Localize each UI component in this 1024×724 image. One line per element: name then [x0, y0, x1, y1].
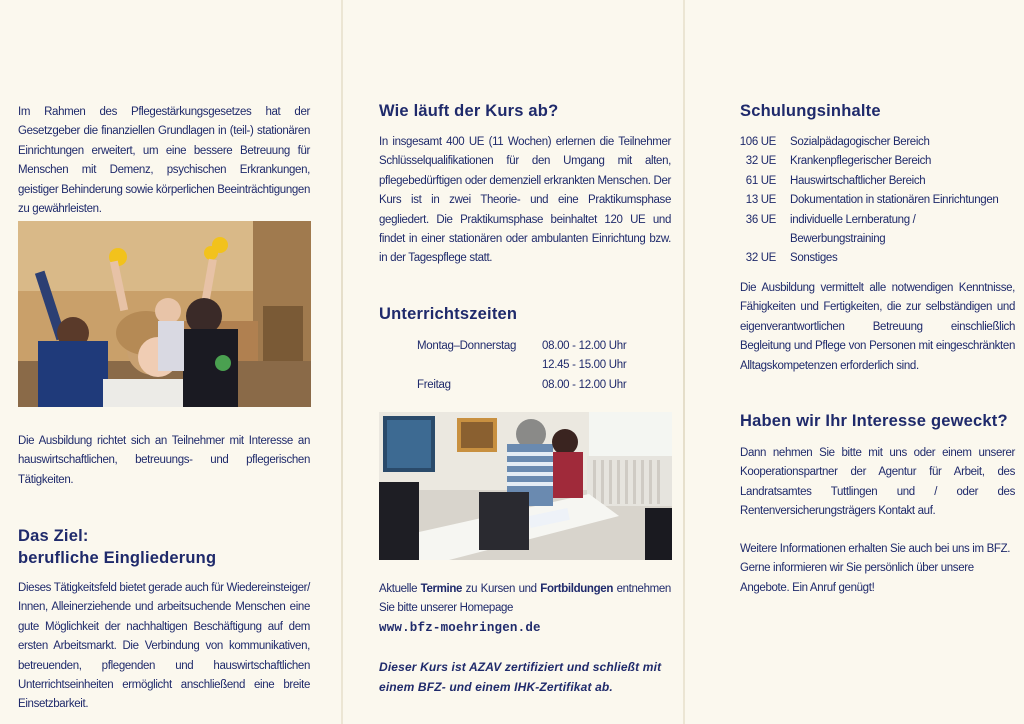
- content-item: 61 UE Hauswirtschaftlicher Bereich: [745, 174, 926, 187]
- goal-heading-line-2: berufliche Eingliederung: [18, 549, 217, 567]
- termine-text: zu Kursen und: [462, 583, 541, 595]
- homepage-link[interactable]: www.bfz-moehringen.de: [379, 621, 541, 635]
- course-heading: Wie läuft der Kurs ab?: [379, 102, 559, 120]
- schedule-time: 08.00 - 12.00 Uhr: [542, 340, 627, 352]
- content-item: 36 UE individuelle Lernberatung /: [745, 213, 916, 226]
- schedule: [417, 337, 657, 397]
- info-paragraph: Weitere Informationen erhalten Sie auch bei uns im BFZ. Gerne informieren wir Sie persönlich über unsere Angebote. Ein Anruf genügt!: [740, 543, 1011, 594]
- fortbildungen-text: Fortbildungen: [540, 583, 614, 595]
- termine-text: entnehmen Sie bitte unserer Homepage: [379, 583, 671, 615]
- content-heading: Schulungsinhalte: [740, 102, 881, 120]
- schedule-row: [417, 356, 657, 376]
- course-paragraph: In insgesamt 400 UE (11 Wochen) erlernen die Teilnehmer Schlüsselqualifikationen für den Umgang mit alten, pflegebedürftigen oder demenziell erkrankten Menschen. Der Kurs ist in zwei Theorie- und eine Praktikumsphase gegliedert. Die Praktikumsphase beinhaltet 120 UE und findet in einer stationären oder ambulanten Einrichtung bzw. in der Tagespflege statt.: [379, 136, 671, 265]
- middle-column: [379, 0, 675, 724]
- termine-paragraph: [379, 580, 671, 619]
- fold-line-2: [683, 0, 685, 724]
- content-list: [728, 133, 1013, 269]
- contact-paragraph: Dann nehmen Sie bitte mit uns oder einem unserer Kooperationspartner der Agentur für Arbeit, des Landratsamtes Tuttlingen und / oder des Rentenversicherungsträgers Kontakt auf.: [740, 447, 1015, 518]
- classroom-photo: [379, 412, 672, 560]
- termine-link-text: Termine: [420, 583, 463, 595]
- skills-paragraph: Die Ausbildung vermittelt alle notwendigen Kenntnisse, Fähigkeiten und Fertigkeiten, die zur selbständigen und eigenverantwortlichen Betreuung einschließlich Begleitung und Pflege von Personen mit eingeschränkten Alltagskompetenzen erforderlich sind.: [740, 282, 1015, 372]
- content-item: 13 UE Dokumentation in stationären Einrichtungen: [745, 194, 999, 207]
- goal-heading-line-1: Das Ziel:: [18, 527, 89, 545]
- termine-text: Aktuelle: [379, 583, 421, 595]
- intro-paragraph: Im Rahmen des Pflegestärkungsgesetzes hat der Gesetzgeber die finanziellen Grundlagen in (teil-) stationären Einrichtungen erweitert, um eine bessere Betreuung für Menschen mit Demenz, psychischen Erkrankungen, geistiger Behinderung sowie körperlichen Beeinträchtigungen zu gewährleisten.: [18, 106, 310, 216]
- content-item: 106 UE Sozialpädagogischer Bereich: [739, 136, 930, 148]
- schedule-time: 12.45 - 15.00 Uhr: [542, 359, 627, 372]
- times-heading: Unterrichtszeiten: [379, 305, 518, 323]
- left-column: [18, 0, 312, 724]
- schedule-day: Freitag: [417, 378, 451, 391]
- exercise-group-photo: [18, 221, 311, 407]
- schedule-time: 08.00 - 12.00 Uhr: [542, 378, 627, 391]
- schedule-row: [417, 376, 657, 396]
- fold-line-1: [341, 0, 343, 724]
- target-group-paragraph: Die Ausbildung richtet sich an Teilnehmer mit Interesse an hauswirtschaftlichen, betreuungs- und pflegerischen Tätigkeiten.: [18, 435, 310, 486]
- content-item: 32 UE Sonstiges: [745, 252, 838, 265]
- certification-note: Dieser Kurs ist AZAV zertifiziert und schließt mit einem BFZ- und einem IHK-Zertifikat ab.: [379, 660, 662, 694]
- interest-heading: Haben wir Ihr Interesse geweckt?: [740, 412, 1008, 430]
- schedule-day: Montag–Donnerstag: [417, 340, 517, 352]
- right-column: [740, 0, 1016, 724]
- schedule-row: [417, 337, 657, 357]
- content-item: Bewerbungstraining: [790, 233, 886, 246]
- content-item: 32 UE Krankenpflegerischer Bereich: [745, 155, 932, 168]
- goal-paragraph: Dieses Tätigkeitsfeld bietet gerade auch für Wiedereinsteiger/ Innen, Alleinerziehende und arbeitsuchende Menschen eine gute Möglichkeit der nachhaltigen Beschäftigung auf dem ersten Arbeitsmarkt. Die Verbindung von kommunikativen, betreuenden, pflegenden und hauswirtschaftlichen Unterrichtseinheiten ermöglicht anschließend eine breite Einsetzbarkeit.: [18, 582, 310, 711]
